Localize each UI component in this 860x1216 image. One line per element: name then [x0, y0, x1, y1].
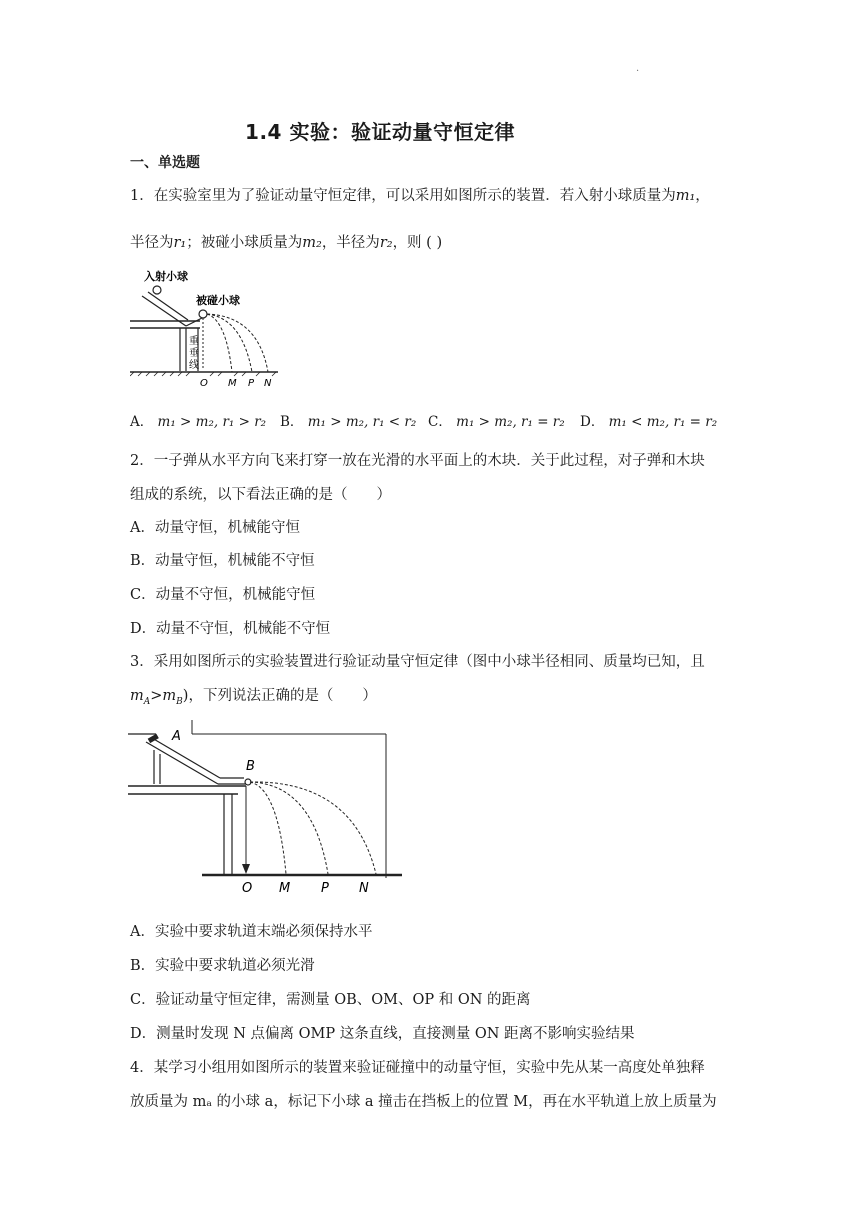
q4-line-1: 4．某学习小组用如图所示的装置来验证碰撞中的动量守恒，实验中先从某一高度处单独释: [130, 1060, 705, 1076]
q1-label-target: 被碰小球: [196, 294, 240, 307]
svg-text:垂: 垂: [189, 348, 199, 359]
svg-text:P: P: [248, 378, 255, 389]
q3-option-b[interactable]: B．实验中要求轨道必须光滑: [130, 958, 315, 974]
svg-text:M: M: [279, 881, 291, 896]
q2-option-a[interactable]: A．动量守恒，机械能守恒: [130, 520, 300, 536]
q2-option-b[interactable]: B．动量守恒，机械能不守恒: [130, 553, 315, 569]
q1-figure: [130, 268, 280, 390]
q3-label-a: A: [172, 729, 181, 744]
q3-line-1: 3．采用如图所示的实验装置进行验证动量守恒定律（图中小球半径相同、质量均已知，且: [130, 654, 705, 670]
svg-text:O: O: [242, 881, 253, 896]
svg-text:N: N: [359, 881, 369, 896]
q3-option-a[interactable]: A．实验中要求轨道末端必须保持水平: [130, 924, 373, 940]
q1-label-incident: 入射小球: [144, 270, 188, 283]
q1-option-a[interactable]: A． m₁ > m₂, r₁ > r₂: [130, 414, 267, 430]
corner-mark: ·: [636, 66, 640, 77]
q1-option-c[interactable]: C． m₁ > m₂, r₁ = r₂: [428, 414, 565, 430]
q1-option-d[interactable]: D． m₁ < m₂, r₁ = r₂: [580, 414, 718, 430]
q1-line-1: 1．在实验室里为了验证动量守恒定律，可以采用如图所示的装置．若入射小球质量为m₁，: [130, 188, 710, 204]
q3-line-2: $m_A>m_B$)，下列说法正确的是（ ）: [130, 688, 377, 707]
q2-line-1: 2．一子弹从水平方向飞来打穿一放在光滑的水平面上的木块．关于此过程，对子弹和木块: [130, 453, 705, 469]
q4-line-2: 放质量为 mₐ 的小球 a，标记下小球 a 撞击在挡板上的位置 M，再在水平轨道上放上质量为: [130, 1094, 717, 1110]
q1-line-2: 半径为r₁；被碰小球质量为m₂，半径为r₂，则 ( ): [130, 235, 443, 251]
q3-option-d[interactable]: D．测量时发现 N 点偏离 OMP 这条直线，直接测量 ON 距离不影响实验结果: [130, 1026, 635, 1042]
svg-text:N: N: [264, 378, 272, 389]
q1-options: [130, 410, 750, 430]
svg-text:P: P: [321, 881, 329, 896]
q2-option-d[interactable]: D．动量不守恒，机械能不守恒: [130, 621, 331, 637]
page-title: 1.4 实验：验证动量守恒定律: [245, 120, 515, 144]
svg-text:M: M: [228, 378, 237, 389]
q3-figure: [128, 718, 404, 896]
q1-option-b[interactable]: B． m₁ > m₂, r₁ < r₂: [280, 414, 417, 430]
svg-text:O: O: [200, 378, 208, 389]
section-heading: 一、单选题: [130, 155, 200, 171]
q2-line-2: 组成的系统，以下看法正确的是（ ）: [130, 487, 391, 503]
q2-option-c[interactable]: C．动量不守恒，机械能守恒: [130, 587, 316, 603]
svg-text:重: 重: [189, 336, 199, 347]
svg-text:线: 线: [189, 360, 199, 371]
q3-label-b: B: [246, 759, 255, 774]
q3-option-c[interactable]: C．验证动量守恒定律，需测量 OB、OM、OP 和 ON 的距离: [130, 992, 531, 1008]
